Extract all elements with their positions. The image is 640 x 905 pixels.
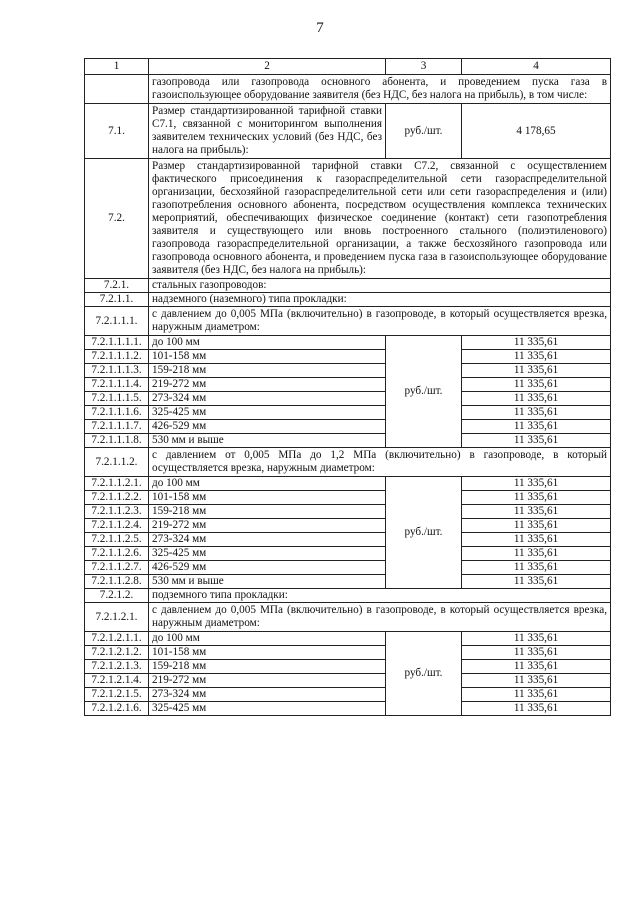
row-value: 11 335,61 [462, 434, 611, 448]
row-text: 530 мм и выше [149, 575, 386, 589]
group-unit: руб./шт. [386, 477, 462, 589]
group-unit: руб./шт. [386, 632, 462, 716]
table-row [85, 406, 611, 420]
row-text: 273-324 мм [149, 533, 386, 547]
row-value: 11 335,61 [462, 533, 611, 547]
table-row [85, 104, 611, 159]
row-number: 7.2.1.2.1.2. [85, 646, 149, 660]
row-value: 11 335,61 [462, 505, 611, 519]
table-row [85, 350, 611, 364]
row-number: 7.2.1.2.1.3. [85, 660, 149, 674]
row-number: 7.2.1.1.2.8. [85, 575, 149, 589]
row-number: 7.2.1.1.1.1. [85, 336, 149, 350]
table-row [85, 477, 611, 491]
row-value: 11 335,61 [462, 674, 611, 688]
row-text: Размер стандартизированной тарифной ставки С7.1, связанной с мониторингом выполнения заявителем технических условий (без НДС, без налога на прибыль): [149, 104, 386, 159]
table-row [85, 646, 611, 660]
row-text: 101-158 мм [149, 491, 386, 505]
table-row [85, 307, 611, 336]
row-number: 7.1. [85, 104, 149, 159]
row-number: 7.2.1.1.1.8. [85, 434, 149, 448]
row-text: 219-272 мм [149, 674, 386, 688]
row-text: до 100 мм [149, 336, 386, 350]
row-number: 7.2.1.2.1.4. [85, 674, 149, 688]
table-row [85, 448, 611, 477]
table-row [85, 75, 611, 104]
table-row [85, 420, 611, 434]
table-row [85, 434, 611, 448]
row-value: 11 335,61 [462, 378, 611, 392]
row-number: 7.2.1.1.2.3. [85, 505, 149, 519]
row-number: 7.2.1.1.1.3. [85, 364, 149, 378]
row-text: 325-425 мм [149, 406, 386, 420]
row-number: 7.2.1.1.2.7. [85, 561, 149, 575]
row-number: 7.2.1.1.2.4. [85, 519, 149, 533]
row-text: 530 мм и выше [149, 434, 386, 448]
header-row [85, 59, 611, 75]
table-row [85, 336, 611, 350]
row-text: стальных газопроводов: [149, 279, 611, 293]
table-row [85, 561, 611, 575]
row-text: с давлением до 0,005 МПа (включительно) в газопроводе, в который осуществляется врезка, наружным диаметром: [149, 307, 611, 336]
row-number: 7.2.1.1. [85, 293, 149, 307]
row-text: 159-218 мм [149, 364, 386, 378]
row-number: 7.2.1.2.1. [85, 603, 149, 632]
row-value: 11 335,61 [462, 406, 611, 420]
row-number: 7.2.1.1.1.5. [85, 392, 149, 406]
row-value: 11 335,61 [462, 491, 611, 505]
header-col-4: 4 [462, 59, 611, 75]
row-text: 325-425 мм [149, 702, 386, 716]
table-row [85, 533, 611, 547]
row-value: 4 178,65 [462, 104, 611, 159]
tariff-table [84, 58, 611, 716]
row-value: 11 335,61 [462, 364, 611, 378]
table-row [85, 603, 611, 632]
row-value: 11 335,61 [462, 350, 611, 364]
row-value: 11 335,61 [462, 519, 611, 533]
group-unit: руб./шт. [386, 336, 462, 448]
page-number: 7 [316, 20, 324, 36]
row-text: подземного типа прокладки: [149, 589, 611, 603]
row-text: 273-324 мм [149, 392, 386, 406]
row-text: Размер стандартизированной тарифной ставки С7.2, связанной с осуществлением фактического присоединения к газораспределительной сети газораспределительной организации, бесхозяйной газораспределительной сети или сети газораспределения и (или) газопотребления основного абонента, посредством осуществления комплекса технических мероприятий, обеспечивающих физическое соединение (контакт) сети газопотребления заявителя и существующего или вновь построенного стального (полиэтиленового) газопровода газораспределительной организации, а также бесхозяйного газопровода или газопровода основного абонента, и проведением пуска газа в газоиспользующее оборудование заявителя (без НДС, без налога на прибыль): [149, 159, 611, 279]
row-number: 7.2.1.1.1.2. [85, 350, 149, 364]
row-text: 159-218 мм [149, 505, 386, 519]
row-text: 426-529 мм [149, 561, 386, 575]
table-row [85, 702, 611, 716]
row-unit: руб./шт. [386, 104, 462, 159]
row-value: 11 335,61 [462, 336, 611, 350]
row-value: 11 335,61 [462, 477, 611, 491]
row-number: 7.2.1.1.2.6. [85, 547, 149, 561]
row-text: 101-158 мм [149, 350, 386, 364]
row-text: 101-158 мм [149, 646, 386, 660]
row-number: 7.2.1.1.2. [85, 448, 149, 477]
table-row [85, 674, 611, 688]
table-row [85, 392, 611, 406]
row-value: 11 335,61 [462, 561, 611, 575]
table-row [85, 547, 611, 561]
row-text: до 100 мм [149, 632, 386, 646]
row-number: 7.2.1.1.1. [85, 307, 149, 336]
row-number: 7.2.1.2.1.5. [85, 688, 149, 702]
row-number: 7.2.1.2.1.1. [85, 632, 149, 646]
row-number: 7.2.1. [85, 279, 149, 293]
row-text: с давлением до 0,005 МПа (включительно) в газопроводе, в который осуществляется врезка, наружным диаметром: [149, 603, 611, 632]
row-text: надземного (наземного) типа прокладки: [149, 293, 611, 307]
row-number: 7.2.1.1.2.1. [85, 477, 149, 491]
row-value: 11 335,61 [462, 547, 611, 561]
table-row [85, 491, 611, 505]
row-number: 7.2.1.1.1.4. [85, 378, 149, 392]
row-value: 11 335,61 [462, 646, 611, 660]
table-row [85, 378, 611, 392]
row-number: 7.2.1.2.1.6. [85, 702, 149, 716]
row-value: 11 335,61 [462, 688, 611, 702]
row-number: 7.2.1.1.1.6. [85, 406, 149, 420]
table-row [85, 279, 611, 293]
row-value: 11 335,61 [462, 392, 611, 406]
header-col-1: 1 [85, 59, 149, 75]
continued-text: газопровода или газопровода основного абонента, и проведением пуска газа в газоиспользующее оборудование заявителя (без НДС, без налога на прибыль), в том числе: [149, 75, 611, 104]
row-text: 219-272 мм [149, 519, 386, 533]
row-text: с давлением от 0,005 МПа до 1,2 МПа (включительно) в газопроводе, в который осуществляется врезка, наружным диаметром: [149, 448, 611, 477]
table-row [85, 293, 611, 307]
row-number: 7.2.1.1.2.2. [85, 491, 149, 505]
row-text: 426-529 мм [149, 420, 386, 434]
row-value: 11 335,61 [462, 632, 611, 646]
row-text: до 100 мм [149, 477, 386, 491]
table-row [85, 589, 611, 603]
table-row [85, 575, 611, 589]
table-row [85, 364, 611, 378]
row-text: 219-272 мм [149, 378, 386, 392]
table-row [85, 632, 611, 646]
table-row [85, 688, 611, 702]
row-number: 7.2.1.2. [85, 589, 149, 603]
row-value: 11 335,61 [462, 575, 611, 589]
row-number: 7.2. [85, 159, 149, 279]
header-col-3: 3 [386, 59, 462, 75]
row-value: 11 335,61 [462, 420, 611, 434]
header-col-2: 2 [149, 59, 386, 75]
table-row [85, 159, 611, 279]
table-row [85, 519, 611, 533]
row-text: 325-425 мм [149, 547, 386, 561]
table-row [85, 505, 611, 519]
row-value: 11 335,61 [462, 702, 611, 716]
row-text: 273-324 мм [149, 688, 386, 702]
row-value: 11 335,61 [462, 660, 611, 674]
table-row [85, 660, 611, 674]
row-number: 7.2.1.1.2.5. [85, 533, 149, 547]
row-text: 159-218 мм [149, 660, 386, 674]
row-number: 7.2.1.1.1.7. [85, 420, 149, 434]
